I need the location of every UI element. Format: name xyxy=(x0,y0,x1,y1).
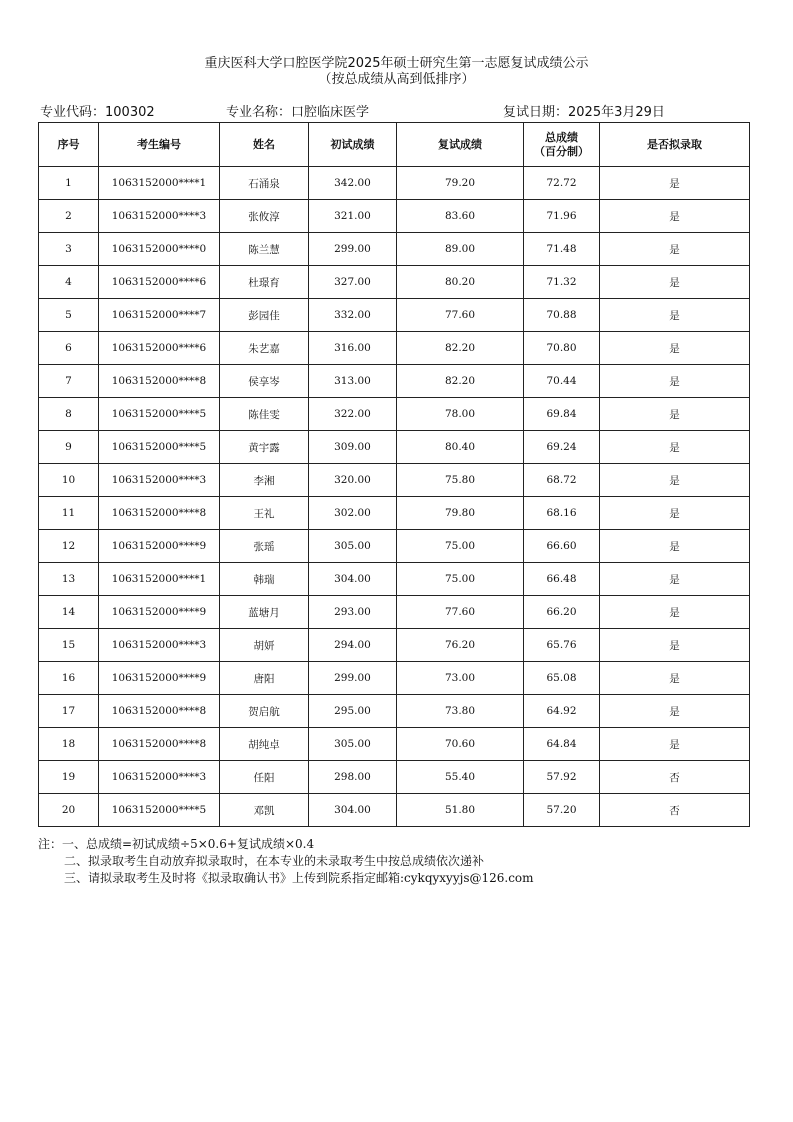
cell-candidate-id: 1063152000****5 xyxy=(99,794,220,827)
cell-retest-score: 82.20 xyxy=(397,332,524,365)
cell-total-score: 69.24 xyxy=(524,431,600,464)
cell-initial-score: 332.00 xyxy=(309,299,397,332)
cell-seq: 15 xyxy=(39,629,99,662)
cell-seq: 13 xyxy=(39,563,99,596)
table-row xyxy=(39,266,750,299)
exam-date: 复试日期：2025年3月29日 xyxy=(503,105,665,120)
cell-name: 陈佳雯 xyxy=(220,398,309,431)
cell-seq: 4 xyxy=(39,266,99,299)
cell-seq: 20 xyxy=(39,794,99,827)
cell-admit: 是 xyxy=(600,563,750,596)
cell-candidate-id: 1063152000****9 xyxy=(99,662,220,695)
cell-initial-score: 321.00 xyxy=(309,200,397,233)
table-row xyxy=(39,233,750,266)
cell-seq: 6 xyxy=(39,332,99,365)
cell-seq: 14 xyxy=(39,596,99,629)
cell-initial-score: 322.00 xyxy=(309,398,397,431)
cell-name: 韩瑞 xyxy=(220,563,309,596)
major-code: 专业代码：100302 xyxy=(40,105,155,120)
cell-total-score: 71.32 xyxy=(524,266,600,299)
cell-retest-score: 51.80 xyxy=(397,794,524,827)
cell-initial-score: 304.00 xyxy=(309,563,397,596)
cell-initial-score: 313.00 xyxy=(309,365,397,398)
cell-admit: 是 xyxy=(600,629,750,662)
cell-seq: 17 xyxy=(39,695,99,728)
note-upload: 三、请拟录取考生及时将《拟录取确认书》上传到院系指定邮箱:cykqyxyyjs@126.com xyxy=(64,871,534,885)
note-substitution: 二、拟录取考生自动放弃拟录取时，在本专业的未录取考生中按总成绩依次递补 xyxy=(64,854,485,868)
cell-candidate-id: 1063152000****7 xyxy=(99,299,220,332)
cell-seq: 10 xyxy=(39,464,99,497)
cell-total-score: 65.76 xyxy=(524,629,600,662)
header-seq: 序号 xyxy=(39,123,99,167)
cell-admit: 是 xyxy=(600,464,750,497)
cell-initial-score: 327.00 xyxy=(309,266,397,299)
cell-admit: 是 xyxy=(600,266,750,299)
table-row xyxy=(39,794,750,827)
cell-retest-score: 75.00 xyxy=(397,530,524,563)
cell-candidate-id: 1063152000****5 xyxy=(99,398,220,431)
cell-initial-score: 309.00 xyxy=(309,431,397,464)
cell-initial-score: 302.00 xyxy=(309,497,397,530)
header-initial-score: 初试成绩 xyxy=(309,123,397,167)
cell-admit: 是 xyxy=(600,695,750,728)
cell-total-score: 71.96 xyxy=(524,200,600,233)
cell-initial-score: 316.00 xyxy=(309,332,397,365)
cell-seq: 2 xyxy=(39,200,99,233)
cell-initial-score: 299.00 xyxy=(309,233,397,266)
cell-retest-score: 75.80 xyxy=(397,464,524,497)
table-row xyxy=(39,596,750,629)
cell-seq: 3 xyxy=(39,233,99,266)
cell-name: 王礼 xyxy=(220,497,309,530)
cell-seq: 5 xyxy=(39,299,99,332)
cell-candidate-id: 1063152000****3 xyxy=(99,200,220,233)
cell-retest-score: 76.20 xyxy=(397,629,524,662)
cell-name: 任阳 xyxy=(220,761,309,794)
cell-candidate-id: 1063152000****1 xyxy=(99,167,220,200)
cell-initial-score: 295.00 xyxy=(309,695,397,728)
cell-candidate-id: 1063152000****3 xyxy=(99,761,220,794)
table-row xyxy=(39,497,750,530)
cell-initial-score: 305.00 xyxy=(309,530,397,563)
cell-name: 黄宇露 xyxy=(220,431,309,464)
cell-initial-score: 299.00 xyxy=(309,662,397,695)
table-row xyxy=(39,167,750,200)
table-row xyxy=(39,761,750,794)
cell-candidate-id: 1063152000****5 xyxy=(99,431,220,464)
cell-total-score: 72.72 xyxy=(524,167,600,200)
header-admit: 是否拟录取 xyxy=(600,123,750,167)
cell-seq: 8 xyxy=(39,398,99,431)
cell-total-score: 66.20 xyxy=(524,596,600,629)
cell-retest-score: 70.60 xyxy=(397,728,524,761)
cell-total-score: 66.48 xyxy=(524,563,600,596)
cell-admit: 是 xyxy=(600,167,750,200)
header-total-line1: 总成绩 xyxy=(545,130,578,144)
cell-candidate-id: 1063152000****6 xyxy=(99,332,220,365)
cell-total-score: 69.84 xyxy=(524,398,600,431)
table-row xyxy=(39,728,750,761)
cell-total-score: 65.08 xyxy=(524,662,600,695)
cell-name: 彭园佳 xyxy=(220,299,309,332)
cell-name: 陈兰慧 xyxy=(220,233,309,266)
cell-name: 张瑶 xyxy=(220,530,309,563)
cell-admit: 是 xyxy=(600,200,750,233)
table-row xyxy=(39,530,750,563)
cell-admit: 是 xyxy=(600,596,750,629)
table-row xyxy=(39,365,750,398)
cell-retest-score: 77.60 xyxy=(397,299,524,332)
cell-seq: 12 xyxy=(39,530,99,563)
cell-retest-score: 77.60 xyxy=(397,596,524,629)
cell-retest-score: 82.20 xyxy=(397,365,524,398)
cell-total-score: 71.48 xyxy=(524,233,600,266)
table-row xyxy=(39,464,750,497)
cell-admit: 是 xyxy=(600,332,750,365)
cell-candidate-id: 1063152000****8 xyxy=(99,728,220,761)
cell-name: 胡纯卓 xyxy=(220,728,309,761)
cell-admit: 是 xyxy=(600,662,750,695)
cell-total-score: 68.16 xyxy=(524,497,600,530)
cell-initial-score: 294.00 xyxy=(309,629,397,662)
header-retest-score: 复试成绩 xyxy=(397,123,524,167)
cell-admit: 是 xyxy=(600,497,750,530)
header-name: 姓名 xyxy=(220,123,309,167)
cell-admit: 是 xyxy=(600,233,750,266)
table-row xyxy=(39,563,750,596)
cell-candidate-id: 1063152000****8 xyxy=(99,497,220,530)
cell-initial-score: 305.00 xyxy=(309,728,397,761)
cell-total-score: 70.80 xyxy=(524,332,600,365)
cell-admit: 否 xyxy=(600,794,750,827)
cell-retest-score: 79.20 xyxy=(397,167,524,200)
cell-name: 石涌泉 xyxy=(220,167,309,200)
cell-retest-score: 55.40 xyxy=(397,761,524,794)
cell-name: 胡妍 xyxy=(220,629,309,662)
cell-candidate-id: 1063152000****9 xyxy=(99,596,220,629)
cell-total-score: 57.92 xyxy=(524,761,600,794)
cell-candidate-id: 1063152000****8 xyxy=(99,695,220,728)
cell-total-score: 70.88 xyxy=(524,299,600,332)
table-row xyxy=(39,200,750,233)
cell-seq: 9 xyxy=(39,431,99,464)
table-row xyxy=(39,629,750,662)
note-formula: 注：一、总成绩=初试成绩÷5×0.6+复试成绩×0.4 xyxy=(38,837,315,851)
cell-initial-score: 298.00 xyxy=(309,761,397,794)
header-candidate-id: 考生编号 xyxy=(99,123,220,167)
cell-initial-score: 304.00 xyxy=(309,794,397,827)
cell-candidate-id: 1063152000****1 xyxy=(99,563,220,596)
header-total-score xyxy=(524,123,600,167)
cell-candidate-id: 1063152000****0 xyxy=(99,233,220,266)
page-subtitle: （按总成绩从高到低排序） xyxy=(318,72,475,87)
cell-name: 唐阳 xyxy=(220,662,309,695)
cell-retest-score: 89.00 xyxy=(397,233,524,266)
table-row xyxy=(39,332,750,365)
cell-total-score: 68.72 xyxy=(524,464,600,497)
cell-total-score: 70.44 xyxy=(524,365,600,398)
cell-retest-score: 80.20 xyxy=(397,266,524,299)
cell-seq: 19 xyxy=(39,761,99,794)
cell-name: 侯享岑 xyxy=(220,365,309,398)
cell-initial-score: 293.00 xyxy=(309,596,397,629)
cell-retest-score: 73.00 xyxy=(397,662,524,695)
cell-seq: 1 xyxy=(39,167,99,200)
cell-retest-score: 79.80 xyxy=(397,497,524,530)
cell-name: 朱艺嘉 xyxy=(220,332,309,365)
table-row xyxy=(39,299,750,332)
score-table xyxy=(38,122,750,827)
cell-seq: 7 xyxy=(39,365,99,398)
cell-name: 李湘 xyxy=(220,464,309,497)
cell-admit: 是 xyxy=(600,728,750,761)
cell-name: 张攸淳 xyxy=(220,200,309,233)
cell-retest-score: 80.40 xyxy=(397,431,524,464)
cell-name: 蓝塘月 xyxy=(220,596,309,629)
cell-admit: 是 xyxy=(600,398,750,431)
cell-name: 杜璟育 xyxy=(220,266,309,299)
notes xyxy=(38,836,534,887)
cell-total-score: 64.84 xyxy=(524,728,600,761)
cell-seq: 18 xyxy=(39,728,99,761)
table-row xyxy=(39,695,750,728)
table-row xyxy=(39,662,750,695)
cell-admit: 是 xyxy=(600,365,750,398)
cell-retest-score: 83.60 xyxy=(397,200,524,233)
cell-seq: 11 xyxy=(39,497,99,530)
cell-initial-score: 342.00 xyxy=(309,167,397,200)
table-header-row xyxy=(39,123,750,167)
cell-candidate-id: 1063152000****8 xyxy=(99,365,220,398)
cell-admit: 是 xyxy=(600,530,750,563)
cell-name: 贺启航 xyxy=(220,695,309,728)
cell-admit: 是 xyxy=(600,431,750,464)
cell-retest-score: 75.00 xyxy=(397,563,524,596)
cell-candidate-id: 1063152000****3 xyxy=(99,629,220,662)
cell-total-score: 57.20 xyxy=(524,794,600,827)
cell-retest-score: 73.80 xyxy=(397,695,524,728)
cell-retest-score: 78.00 xyxy=(397,398,524,431)
cell-admit: 否 xyxy=(600,761,750,794)
header-total-line2: （百分制） xyxy=(534,144,589,158)
cell-seq: 16 xyxy=(39,662,99,695)
cell-candidate-id: 1063152000****3 xyxy=(99,464,220,497)
cell-name: 邓凯 xyxy=(220,794,309,827)
cell-candidate-id: 1063152000****6 xyxy=(99,266,220,299)
cell-total-score: 64.92 xyxy=(524,695,600,728)
page-title: 重庆医科大学口腔医学院2025年硕士研究生第一志愿复试成绩公示 xyxy=(204,56,589,71)
cell-total-score: 66.60 xyxy=(524,530,600,563)
cell-candidate-id: 1063152000****9 xyxy=(99,530,220,563)
table-row xyxy=(39,398,750,431)
table-row xyxy=(39,431,750,464)
cell-initial-score: 320.00 xyxy=(309,464,397,497)
cell-admit: 是 xyxy=(600,299,750,332)
major-name: 专业名称：口腔临床医学 xyxy=(226,105,370,120)
